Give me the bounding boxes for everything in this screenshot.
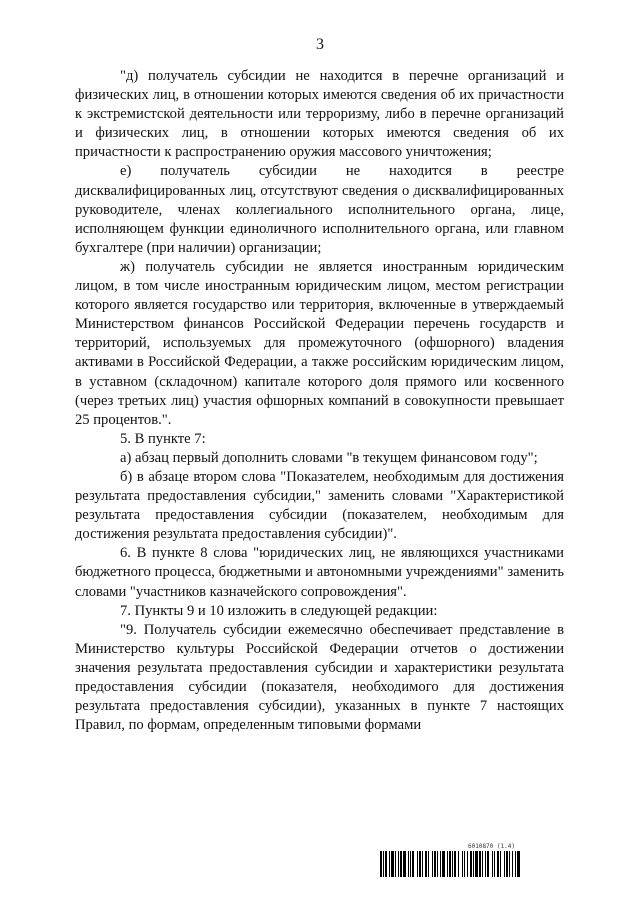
barcode-bar — [473, 851, 474, 877]
barcode-bar — [452, 851, 453, 877]
barcode-bar — [485, 851, 486, 877]
barcode-bar — [385, 851, 387, 877]
barcode-bar — [419, 851, 421, 877]
barcode-bar — [434, 851, 436, 877]
barcode-bar — [442, 851, 445, 877]
barcode-bar — [506, 851, 508, 877]
barcode — [380, 851, 566, 877]
barcode-bar — [492, 851, 493, 877]
barcode-bar — [440, 851, 441, 877]
barcode-bar — [462, 851, 463, 877]
barcode-bar — [475, 851, 478, 877]
barcode-bar — [512, 851, 513, 877]
document-body — [75, 67, 564, 735]
barcode-bar — [380, 851, 382, 877]
barcode-bar — [470, 851, 472, 877]
barcode-bar — [412, 851, 414, 877]
barcode-bar — [449, 851, 451, 877]
barcode-bar — [458, 851, 459, 877]
barcode-bar — [437, 851, 438, 877]
paragraph-subsidy-item-e: е) получатель субсидии не находится в реестре дисквалифицированных лиц, отсутствуют сведения о дисквалифицированных руководителе, членах коллегиального исполнительного органа, лице, исполняющем функции единоличного исполнительного органа, или главном бухгалтере (при наличии) организации; — [75, 163, 564, 256]
barcode-bar — [395, 851, 396, 877]
barcode-bar — [389, 851, 390, 877]
page-number: 3 — [316, 36, 324, 53]
barcode-bar — [487, 851, 489, 877]
paragraph-point-5-a: а) абзац первый дополнить словами "в текущем финансовом году"; — [120, 449, 538, 466]
barcode-bar — [432, 851, 433, 877]
barcode-bar — [494, 851, 495, 877]
barcode-bar — [509, 851, 510, 877]
barcode-bar — [410, 851, 411, 877]
barcode-bar — [479, 851, 481, 877]
barcode-bar — [497, 851, 499, 877]
barcode-bar — [391, 851, 394, 877]
barcode-bar — [422, 851, 423, 877]
paragraph-point-7: 7. Пункты 9 и 10 изложить в следующей редакции: — [120, 602, 438, 619]
paragraph-subsidy-item-d: "д) получатель субсидии не находится в перечне организаций и физических лиц, в отношении которых имеются сведения об их причастности к экстремистской деятельности или терроризму, либо в перечне организаций и физических лиц, в отношении которых имеются сведения об их причастности к распространению оружия массового уничтожения; — [75, 68, 564, 161]
barcode-bar — [398, 851, 399, 877]
paragraph-point-9: "9. Получатель субсидии ежемесячно обеспечивает представление в Министерство культуры Российской Федерации отчетов о достижении значения результата предоставления субсидии и характеристики результата предоставления субсидии (показателя, необходимого для достижения результата предоставления субсидии), указанных в пункте 7 настоящих Правил, по формам, определенным типовыми формами — [75, 621, 564, 734]
barcode-bar — [464, 851, 465, 877]
barcode-bar — [408, 851, 409, 877]
paragraph-point-6: 6. В пункте 8 слова "юридических лиц, не являющихся участниками бюджетного процесса, бюджетными и автономными учреждениями" заменить словами "участников казначейского сопровождения". — [75, 545, 564, 600]
paragraph-point-5-heading: 5. В пункте 7: — [120, 430, 206, 447]
barcode-bar — [400, 851, 402, 877]
barcode-bar — [383, 851, 384, 877]
barcode-bar — [467, 851, 468, 877]
barcode-bar — [504, 851, 505, 877]
barcode-bar — [417, 851, 418, 877]
barcode-bar — [403, 851, 406, 877]
paragraph-point-5-b: б) в абзаце втором слова "Показателем, необходимым для достижения результата предоставления субсидии," заменить словами "Характеристикой результата предоставления субсидии (показателем, необходимым для достижения результата предоставления субсидии)". — [75, 468, 564, 543]
barcode-bar — [517, 851, 520, 877]
barcode-bar — [428, 851, 429, 877]
barcode-bar — [425, 851, 427, 877]
barcode-bar — [454, 851, 456, 877]
barcode-bar — [515, 851, 516, 877]
barcode-bar — [482, 851, 483, 877]
barcode-label: 6010870 (1.4) — [468, 843, 515, 850]
barcode-bar — [447, 851, 448, 877]
paragraph-subsidy-item-zh: ж) получатель субсидии не является иностранным юридическим лицом, в том числе иностранным юридическим лицом, местом регистрации которого является государство или территория, включенные в утверждаемый Министерством финансов Российской Федерации перечень государств и территорий, используемых для промежуточного (офшорного) владения активами в Российской Федерации, а также российским юридическим лицом, в уставном (складочном) капитале которого доля прямого или косвенного (через третьих лиц) участия офшорных компаний в совокупности превышает 25 процентов.". — [75, 258, 564, 428]
barcode-bar — [500, 851, 501, 877]
